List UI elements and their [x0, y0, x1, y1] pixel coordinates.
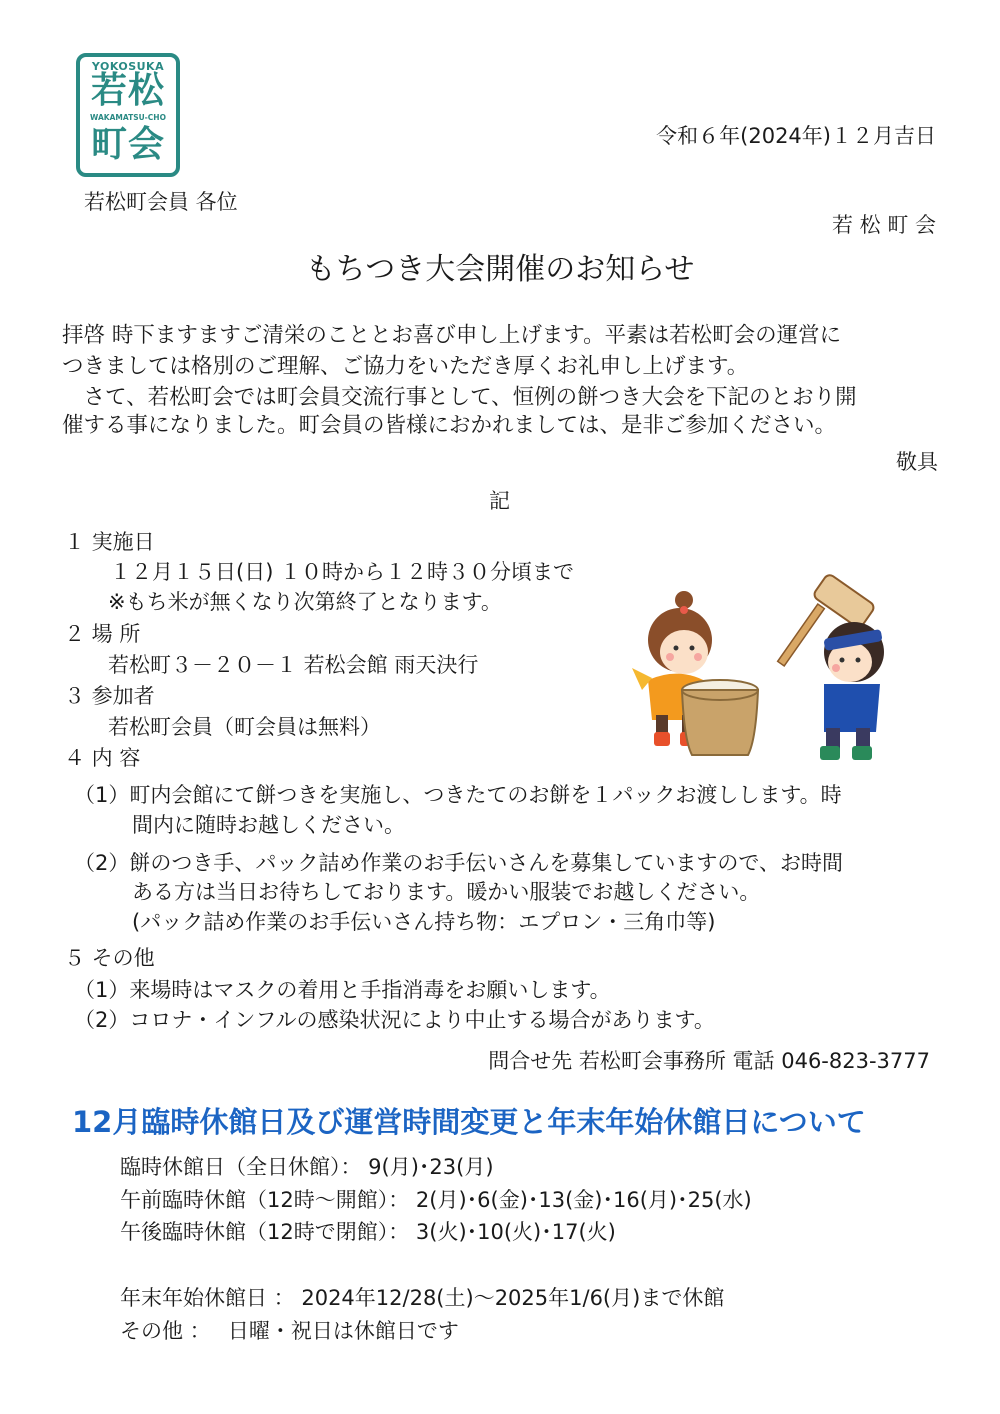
logo-kanji-bottom: 町会: [90, 124, 165, 165]
item-content-heading: ４ 内 容: [64, 746, 141, 770]
content-item-2: （2）餅のつき手、パック詰め作業のお手伝いさんを募集していますので、お時間: [74, 851, 843, 875]
mortar-icon: [682, 680, 758, 755]
other-item-1: （1）来場時はマスクの着用と手指消毒をお願いします。: [74, 978, 611, 1002]
mochi-pounding-illustration: [612, 560, 902, 775]
closing-word: 敬具: [896, 450, 938, 474]
closure-new-year: 年末年始休館日 ： 2024年12/28(土)～2025年1/6(月)まで休館: [120, 1286, 725, 1310]
content-item-1: （1）町内会館にて餅つきを実施し、つきたてのお餅を１パックお渡しします。時: [74, 783, 842, 807]
item-participants-line: 若松町会員（町会員は無料）: [108, 715, 381, 739]
greeting-line: つきましては格別のご理解、ご協力をいただき厚くお礼申し上げます。: [62, 354, 749, 379]
item-date-note: ※もち米が無くなり次第終了となります。: [108, 590, 502, 614]
closure-heading: 12月臨時休館日及び運営時間変更と年末年始休館日について: [72, 1105, 866, 1139]
logo-yokosuka-text: YOKOSUKA: [91, 60, 165, 73]
item-place-line: 若松町３－２０－１ 若松会館 雨天決行: [108, 653, 479, 677]
greeting-line: さて、若松町会では町会員交流行事として、恒例の餅つき大会を下記のとおり開: [62, 385, 857, 410]
item-place-heading: ２ 場 所: [64, 622, 141, 646]
logo-kanji-top: 若松: [90, 70, 165, 111]
item-participants-heading: ３ 参加者: [64, 684, 155, 708]
boy-figure-icon: [820, 622, 884, 760]
item-date-heading: １ 実施日: [64, 530, 155, 554]
sender: 若 松 町 会: [831, 213, 936, 237]
closure-full-day: 臨時休館日（全日休館）： 9(月)･23(月): [120, 1155, 494, 1179]
greeting-line: 拝啓 時下ますますご清栄のこととお喜び申し上げます。平素は若松町会の運営に: [62, 323, 842, 348]
content-item-1-cont: 間内に随時お越しください。: [132, 813, 405, 837]
contact-info: 問合せ先 若松町会事務所 電話 046-823-3777: [488, 1049, 930, 1073]
content-item-2-cont: ある方は当日お待ちしております。暖かい服装でお越しください。: [132, 880, 761, 904]
greeting-line: 催する事になりました。町会員の皆様におかれましては、是非ご参加ください。: [62, 413, 837, 438]
item-other-heading: ５ その他: [64, 946, 155, 970]
content-item-2-note: (パック詰め作業のお手伝いさん持ち物：エプロン・三角巾等): [132, 910, 716, 934]
item-date-line: １２月１５日(日) １０時から１２時３０分頃まで: [110, 560, 575, 584]
closure-other: その他 ： 日曜・祝日は休館日です: [120, 1319, 459, 1343]
issue-date: 令和６年(2024年)１２月吉日: [656, 124, 936, 148]
page-title: もちつき大会開催のお知らせ: [305, 252, 695, 287]
recipient: 若松町会員 各位: [84, 190, 238, 214]
closure-morning: 午前臨時休館（12時～開館）： 2(月)･6(金)･13(金)･16(月)･25(水): [120, 1188, 752, 1212]
logo-wakamatsu-text: WAKAMATSU-CHO: [90, 113, 166, 122]
ki-marker: 記: [489, 489, 510, 513]
town-association-logo: [76, 53, 180, 177]
closure-afternoon: 午後臨時休館（12時で閉館）： 3(火)･10(火)･17(火): [120, 1220, 616, 1244]
other-item-2: （2）コロナ・インフルの感染状況により中止する場合があります。: [74, 1008, 715, 1032]
